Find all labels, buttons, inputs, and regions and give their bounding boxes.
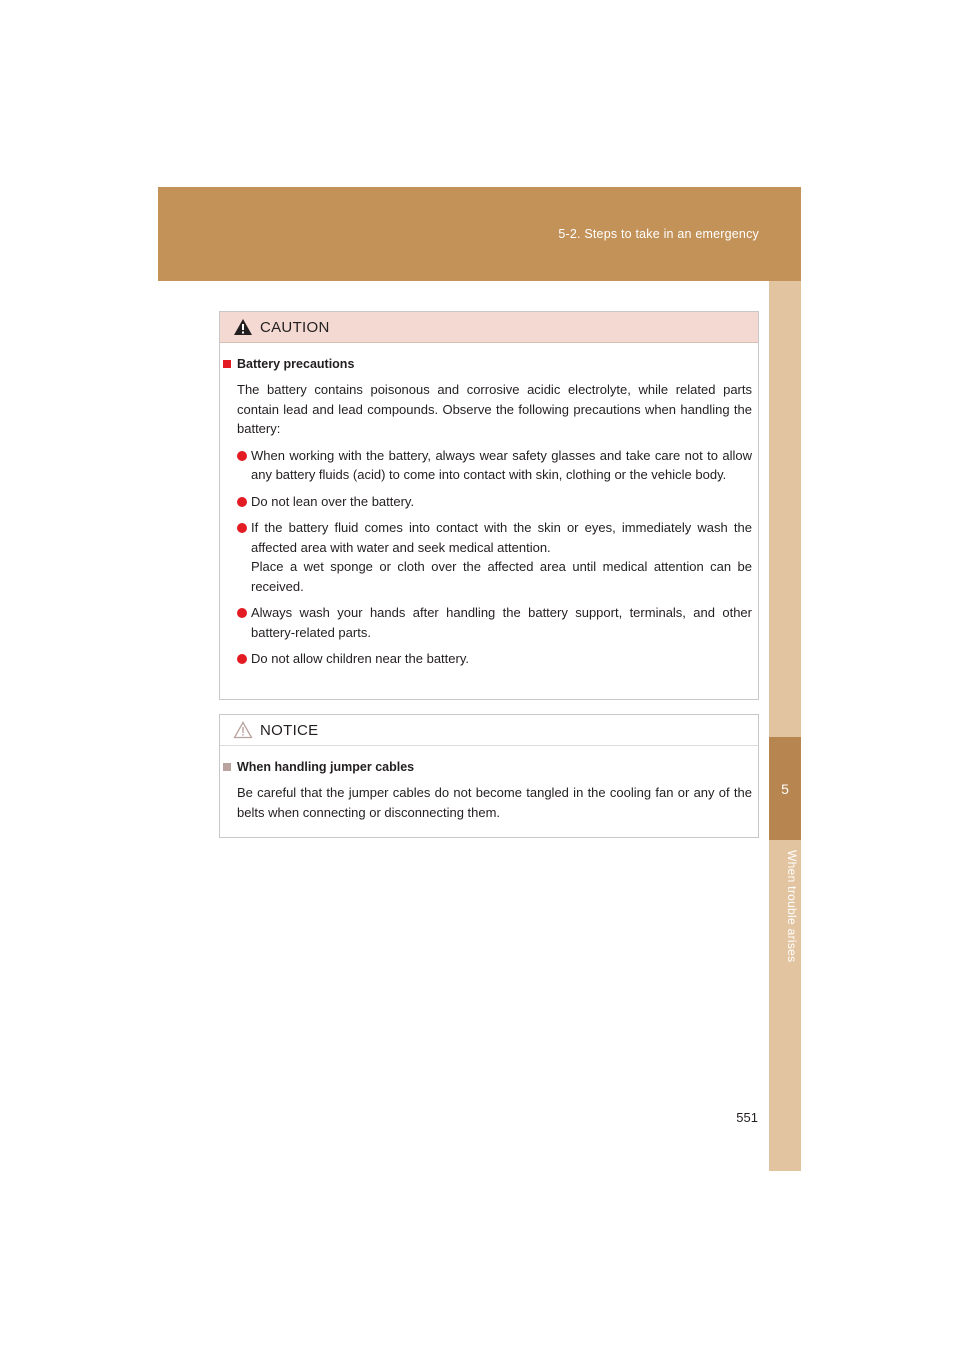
page-number: 551 [736, 1110, 758, 1125]
list-item [237, 649, 752, 669]
list-item [237, 492, 752, 512]
bullet-text-continued: Place a wet sponge or cloth over the affected area until medical attention can be received. [251, 559, 752, 594]
notice-title-text: When handling jumper cables [237, 760, 415, 774]
chapter-number: 5 [781, 780, 789, 797]
chapter-tab[interactable] [769, 737, 801, 840]
section-title: 5-2. Steps to take in an emergency [558, 227, 759, 241]
side-strip [769, 281, 801, 1171]
notice-header [220, 715, 758, 746]
header-band [158, 187, 801, 281]
caution-intro: The battery contains poisonous and corrosive acidic electrolyte, while related parts contain lead and lead compounds. Observe the following precautions when handling the battery: [237, 382, 752, 436]
list-item [237, 446, 752, 485]
caution-label: CAUTION [260, 318, 330, 336]
warning-outline-icon [233, 721, 253, 739]
chapter-label: When trouble arises [785, 850, 799, 963]
bullet-text: Do not lean over the battery. [251, 493, 415, 509]
square-bullet-icon [223, 763, 231, 771]
caution-section-title [223, 357, 758, 371]
list-item [237, 518, 752, 596]
bullet-dot-icon [237, 497, 247, 507]
caution-header [220, 312, 758, 343]
warning-triangle-icon [233, 318, 253, 336]
caution-title-text: Battery precautions [237, 357, 355, 371]
caution-box [219, 311, 759, 700]
notice-section-title [223, 760, 758, 774]
notice-text: Be careful that the jumper cables do not become tangled in the cooling fan or any of the belts when connecting or disconnecting them. [237, 785, 752, 820]
bullet-text: Do not allow children near the battery. [251, 651, 469, 666]
notice-label: NOTICE [260, 721, 319, 739]
notice-box [219, 714, 759, 838]
bullet-dot-icon [237, 608, 247, 618]
bullet-dot-icon [237, 523, 247, 533]
bullet-text: If the battery fluid comes into contact with the skin or eyes, immediately wash the affected area with water and seek medical attention. [251, 520, 752, 555]
square-bullet-icon [223, 360, 231, 368]
bullet-text: When working with the battery, always wear safety glasses and take care not to allow any battery fluids (acid) to come into contact with skin, clothing or the vehicle body. [251, 447, 752, 482]
list-item [237, 603, 752, 642]
bullet-text: Always wash your hands after handling the battery support, terminals, and other battery-related parts. [251, 605, 752, 640]
bullet-dot-icon [237, 654, 247, 664]
bullet-dot-icon [237, 451, 247, 461]
